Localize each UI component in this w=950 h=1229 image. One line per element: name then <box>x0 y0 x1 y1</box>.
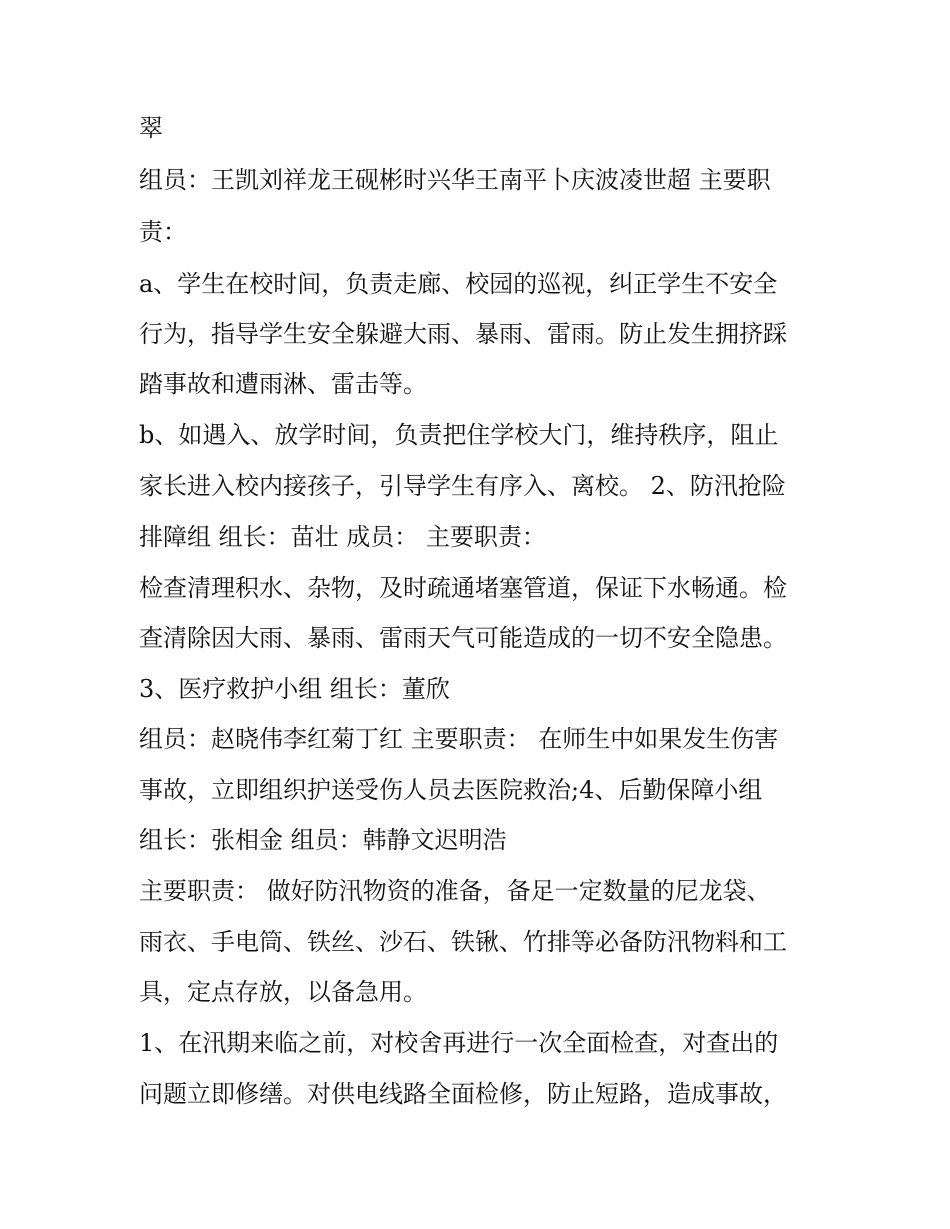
text-line-20: 问题立即修缮。对供电线路全面检修，防止短路，造成事故， <box>139 1080 787 1108</box>
text-line-8: 家长进入校内接孩子，引导学生有序入、离校。 2、防汛抢险 <box>139 472 786 500</box>
text-line-11: 查清除因大雨、暴雨、雷雨天气可能造成的一切不安全隐患。 <box>139 624 787 652</box>
text-line-3: 责： <box>139 218 187 246</box>
text-line-17: 雨衣、手电筒、铁丝、沙石、铁锹、竹排等必备防汛物料和工 <box>139 928 787 956</box>
text-line-18: 具，定点存放，以备急用。 <box>139 978 427 1006</box>
text-line-16: 主要职责： 做好防汛物资的准备，备足一定数量的尼龙袋、 <box>139 877 771 905</box>
text-line-10: 检查清理积水、杂物，及时疏通堵塞管道，保证下水畅通。检 <box>139 574 787 602</box>
text-line-5: 行为，指导学生安全躲避大雨、暴雨、雷雨。防止发生拥挤踩 <box>139 320 787 348</box>
text-line-2: 组员：王凯刘祥龙王砚彬时兴华王南平卜庆波凌世超 主要职 <box>139 166 771 194</box>
text-line-19: 1、在汛期来临之前，对校舍再进行一次全面检查，对查出的 <box>139 1029 779 1057</box>
text-line-1: 翠 <box>139 114 163 142</box>
text-line-7: b、如遇入、放学时间，负责把住学校大门，维持秩序，阻止 <box>139 421 779 449</box>
text-line-15: 组长：张相金 组员：韩静文迟明浩 <box>139 826 507 854</box>
text-line-9: 排障组 组长：苗壮 成员： 主要职责： <box>139 523 546 551</box>
text-line-14: 事故，立即组织护送受伤人员去医院救治;4、后勤保障小组 <box>139 776 763 804</box>
text-line-12: 3、医疗救护小组 组长：董欣 <box>139 675 450 703</box>
text-line-4: a、学生在校时间，负责走廊、校园的巡视，纠正学生不安全 <box>139 270 778 298</box>
text-line-6: 踏事故和遭雨淋、雷击等。 <box>139 370 427 398</box>
text-line-13: 组员：赵晓伟李红菊丁红 主要职责： 在师生中如果发生伤害 <box>139 725 779 753</box>
